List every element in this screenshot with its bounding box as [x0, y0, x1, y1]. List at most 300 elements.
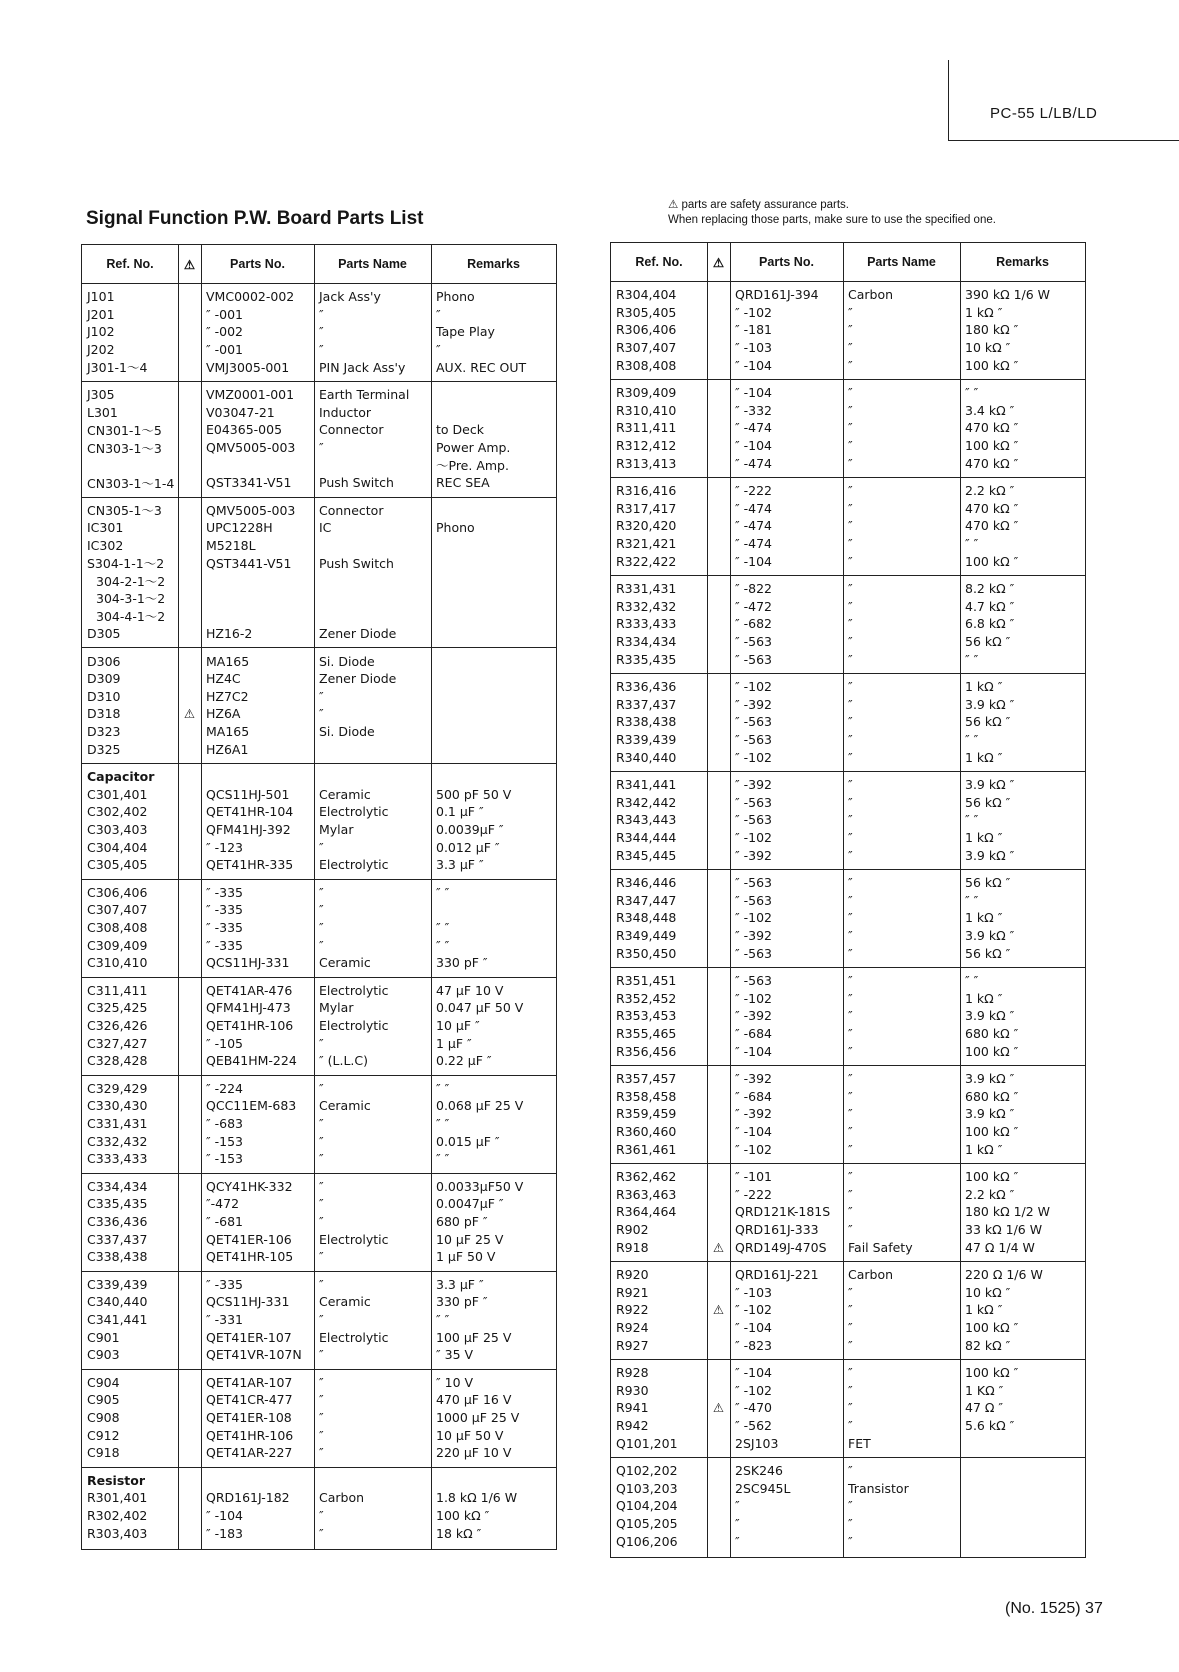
cell-part-no: ″ -104 [735, 553, 773, 569]
cell-part-no: ″ -102 [735, 1302, 773, 1318]
cell-part-no: QRD161J-221 [735, 1267, 819, 1283]
cell-ref: C303,403 [87, 822, 148, 838]
table-row [611, 321, 1085, 339]
table-row [82, 306, 556, 324]
group-divider [611, 771, 1085, 772]
group-divider [611, 1065, 1085, 1066]
cell-part-name: Electrolytic [319, 1018, 389, 1034]
cell-part-name: ″ [848, 910, 853, 926]
cell-part-no: MA165 [206, 724, 250, 740]
table-row [82, 1524, 556, 1542]
cell-part-name: PIN Jack Ass'y [319, 359, 406, 375]
cell-ref: C326,426 [87, 1018, 148, 1034]
cell-part-no: VMC0002-002 [206, 289, 295, 305]
cell-part-no: QMV5005-003 [206, 440, 296, 456]
table-row [611, 304, 1085, 322]
cell-remarks: 0.0033μF50 V [436, 1178, 524, 1194]
cell-part-no: QFM41HJ-392 [206, 822, 291, 838]
cell-part-name: ″ [319, 1276, 324, 1292]
header-divider [611, 281, 1085, 282]
cell-ref: R342,442 [616, 794, 677, 810]
col-header-part-no: Parts No. [230, 257, 285, 271]
table-row [82, 670, 556, 688]
cell-ref: Q101,201 [616, 1435, 678, 1451]
cell-remarks: 10 μF ″ [436, 1018, 480, 1034]
cell-part-name: ″ [848, 875, 853, 891]
cell-ref: R308,408 [616, 357, 677, 373]
cell-remarks: 1.8 kΩ 1/6 W [436, 1490, 518, 1506]
cell-ref: R351,451 [616, 973, 677, 989]
cell-part-no: ″ -474 [735, 536, 773, 552]
cell-part-no: ″ -102 [735, 1141, 773, 1157]
cell-remarks: 470 kΩ ″ [965, 420, 1019, 436]
cell-ref: R356,456 [616, 1043, 677, 1059]
parts-group [611, 874, 1085, 962]
table-row [611, 1007, 1085, 1025]
table-row [82, 688, 556, 706]
cell-remarks: 2.2 kΩ ″ [965, 1186, 1015, 1202]
cell-ref: CN301-1～5 [87, 422, 162, 438]
cell-remarks: 1 μF 50 V [436, 1249, 496, 1265]
parts-group [611, 1168, 1085, 1256]
cell-remarks: 0.012 μF ″ [436, 839, 500, 855]
cell-part-no: ″ -474 [735, 455, 773, 471]
table-row [82, 1115, 556, 1133]
cell-part-no: QET41HR-104 [206, 804, 294, 820]
cell-part-no: ″ -563 [735, 812, 773, 828]
table-row [82, 705, 556, 723]
cell-ref: C904 [87, 1374, 120, 1390]
cell-part-name: ″ [848, 1533, 853, 1549]
cell-remarks: 18 kΩ ″ [436, 1525, 482, 1541]
table-row [611, 1515, 1085, 1533]
group-divider [611, 575, 1085, 576]
cell-remarks: 3.9 kΩ ″ [965, 847, 1015, 863]
table-row [82, 474, 556, 492]
cell-remarks: 1000 μF 25 V [436, 1410, 520, 1426]
cell-remarks: REC SEA [436, 475, 490, 491]
cell-part-no: ″ -563 [735, 714, 773, 730]
table-row [82, 1034, 556, 1052]
cell-part-name: ″ [848, 1320, 853, 1336]
cell-ref: R336,436 [616, 679, 677, 695]
cell-ref: R311,411 [616, 420, 677, 436]
cell-remarks: 1 KΩ ″ [965, 1382, 1004, 1398]
cell-part-no: ″ -153 [206, 1133, 244, 1149]
parts-group [611, 1364, 1085, 1452]
cell-part-no: ″ -683 [206, 1116, 244, 1132]
table-row [82, 768, 556, 786]
cell-part-no: QRD149J-470S [735, 1239, 827, 1255]
header-frame [948, 60, 1179, 141]
table-row [611, 1266, 1085, 1284]
table-row [82, 439, 556, 457]
col-header-part-name: Parts Name [867, 255, 936, 269]
cell-part-no: ″ -183 [206, 1525, 244, 1541]
cell-part-no: V03047-21 [206, 404, 275, 420]
cell-remarks: 1 kΩ ″ [965, 990, 1003, 1006]
cell-ref: Resistor [87, 1472, 145, 1488]
cell-ref: J201 [87, 306, 115, 322]
cell-part-no: QET41AR-227 [206, 1445, 293, 1461]
cell-part-name: ″ [319, 920, 324, 936]
parts-group [82, 768, 556, 874]
cell-part-name: ″ [848, 483, 853, 499]
cell-remarks: 3.9 kΩ ″ [965, 1071, 1015, 1087]
cell-part-no: QET41HR-105 [206, 1249, 294, 1265]
cell-ref: R355,465 [616, 1026, 677, 1042]
cell-part-name: ″ [848, 1498, 853, 1514]
cell-ref: C338,438 [87, 1249, 148, 1265]
cell-part-no: ″ -335 [206, 902, 244, 918]
table-row [611, 1364, 1085, 1382]
cell-part-no: ″ -104 [735, 385, 773, 401]
cell-remarks: 0.1 μF ″ [436, 804, 484, 820]
table-row [611, 1123, 1085, 1141]
table-row [611, 748, 1085, 766]
cell-part-name: ″ (L.L.C) [319, 1053, 368, 1069]
cell-part-no: QET41HR-335 [206, 857, 294, 873]
safety-note-line-1: ⚠ parts are safety assurance parts. [668, 199, 849, 211]
table-row [611, 990, 1085, 1008]
cell-part-name: ″ [319, 440, 324, 456]
cell-part-no: ″ -001 [206, 306, 244, 322]
cell-remarks: 0.047 μF 50 V [436, 1000, 524, 1016]
cell-part-name: Connector [319, 422, 384, 438]
cell-ref: R362,462 [616, 1169, 677, 1185]
cell-part-no: ″ -103 [735, 340, 773, 356]
table-row [611, 811, 1085, 829]
cell-ref: C912 [87, 1427, 120, 1443]
cell-ref: R360,460 [616, 1124, 677, 1140]
table-row [611, 1319, 1085, 1337]
cell-part-no: ″ -332 [735, 402, 773, 418]
cell-part-no: ″ -392 [735, 1106, 773, 1122]
table-row [611, 535, 1085, 553]
cell-remarks: 0.22 μF ″ [436, 1053, 492, 1069]
safety-note [668, 198, 996, 228]
model-number: PC-55 L/LB/LD [990, 105, 1098, 122]
cell-part-name: Ceramic [319, 1294, 371, 1310]
cell-part-no: ″ -222 [735, 483, 773, 499]
table-row [82, 1132, 556, 1150]
cell-part-no: ″ -681 [206, 1214, 244, 1230]
cell-remarks: 220 Ω 1/6 W [965, 1267, 1043, 1283]
cell-part-name: ″ [848, 830, 853, 846]
cell-safety: ⚠ [183, 706, 196, 722]
table-row [82, 323, 556, 341]
cell-part-name: ″ [848, 438, 853, 454]
cell-remarks: ″ ″ [965, 892, 979, 908]
table-row [82, 936, 556, 954]
cell-part-no: 2SK246 [735, 1463, 783, 1479]
table-row [82, 456, 556, 474]
parts-table-left [81, 244, 557, 1550]
cell-ref: R361,461 [616, 1141, 677, 1157]
cell-remarks: 56 kΩ ″ [965, 634, 1011, 650]
page-number: (No. 1525) 37 [1005, 1600, 1103, 1617]
cell-part-name: ″ [848, 1186, 853, 1202]
cell-part-no: ″ -153 [206, 1151, 244, 1167]
cell-part-no: ″ -331 [206, 1312, 244, 1328]
cell-ref: C310,410 [87, 955, 148, 971]
table-row [611, 1088, 1085, 1106]
table-row [611, 384, 1085, 402]
cell-part-no: QRD161J-182 [206, 1490, 290, 1506]
cell-ref: R303,403 [87, 1525, 148, 1541]
table-row [611, 1497, 1085, 1515]
table-row [611, 776, 1085, 794]
cell-ref: C340,440 [87, 1294, 148, 1310]
cell-part-name: ″ [319, 1080, 324, 1096]
group-divider [82, 1369, 556, 1370]
cell-part-name: ″ [848, 714, 853, 730]
cell-remarks: Phono [436, 520, 475, 536]
cell-safety: ⚠ [712, 1400, 725, 1416]
cell-part-no: ″ -335 [206, 937, 244, 953]
cell-part-no: ″ -102 [735, 910, 773, 926]
cell-part-name: ″ [319, 1116, 324, 1132]
table-row [82, 572, 556, 590]
cell-part-name: ″ [848, 1418, 853, 1434]
cell-remarks: 330 pF ″ [436, 1294, 488, 1310]
table-row [82, 1346, 556, 1364]
group-divider [82, 647, 556, 648]
table-row [82, 1248, 556, 1266]
table-row [82, 954, 556, 972]
cell-part-no: ″ -102 [735, 749, 773, 765]
cell-part-name: Connector [319, 502, 384, 518]
cell-ref: R357,457 [616, 1071, 677, 1087]
cell-ref: R353,453 [616, 1008, 677, 1024]
cell-part-no: QST3441-V51 [206, 555, 292, 571]
cell-part-name: ″ [319, 324, 324, 340]
cell-remarks: 56 kΩ ″ [965, 875, 1011, 891]
group-divider [611, 967, 1085, 968]
cell-part-name: ″ [848, 1400, 853, 1416]
table-row [611, 696, 1085, 714]
cell-ref: R317,417 [616, 500, 677, 516]
cell-ref: C341,441 [87, 1312, 148, 1328]
cell-remarks: ″ ″ [965, 536, 979, 552]
cell-part-name: Ceramic [319, 955, 371, 971]
cell-remarks: ″ ″ [436, 1116, 450, 1132]
group-divider [82, 879, 556, 880]
table-row [611, 552, 1085, 570]
cell-ref: R346,446 [616, 875, 677, 891]
cell-remarks: 180 kΩ 1/2 W [965, 1204, 1051, 1220]
cell-remarks: 47 Ω 1/4 W [965, 1239, 1035, 1255]
cell-part-name: ″ [848, 679, 853, 695]
cell-part-no: QET41AR-476 [206, 982, 293, 998]
cell-part-name: ″ [848, 794, 853, 810]
cell-remarks: ″ [436, 342, 441, 358]
table-row [82, 786, 556, 804]
col-header-safety: ⚠ [183, 257, 196, 272]
cell-part-no: ″ -392 [735, 777, 773, 793]
cell-ref: R322,422 [616, 553, 677, 569]
table-row [82, 1230, 556, 1248]
cell-ref: C301,401 [87, 786, 148, 802]
group-divider [82, 381, 556, 382]
cell-remarks: 470 kΩ ″ [965, 518, 1019, 534]
table-row [82, 999, 556, 1017]
cell-part-name: Carbon [319, 1490, 365, 1506]
cell-part-name: ″ [319, 1035, 324, 1051]
cell-remarks: ″ ″ [965, 385, 979, 401]
cell-ref: R339,439 [616, 732, 677, 748]
cell-part-name: ″ [319, 306, 324, 322]
cell-part-name: ″ [848, 1071, 853, 1087]
table-row [611, 286, 1085, 304]
parts-group [611, 384, 1085, 472]
cell-ref: IC302 [87, 538, 124, 554]
cell-ref: R347,447 [616, 892, 677, 908]
cell-remarks: 100 kΩ ″ [965, 553, 1019, 569]
cell-remarks: 1 kΩ ″ [965, 830, 1003, 846]
cell-remarks: 680 kΩ ″ [965, 1088, 1019, 1104]
cell-remarks: 0.0039μF ″ [436, 822, 504, 838]
cell-part-no: UPC1228H [206, 520, 273, 536]
parts-table-right [610, 242, 1086, 1558]
cell-ref: J301-1～4 [87, 360, 148, 376]
cell-ref: R313,413 [616, 455, 677, 471]
table-row [611, 437, 1085, 455]
cell-part-no: ″ -102 [735, 679, 773, 695]
cell-remarks: ″ ″ [965, 973, 979, 989]
cell-part-no: ″ -563 [735, 732, 773, 748]
cell-ref: R349,449 [616, 928, 677, 944]
cell-ref: R316,416 [616, 483, 677, 499]
table-row [82, 1374, 556, 1392]
cell-remarks: 82 kΩ ″ [965, 1337, 1011, 1353]
cell-part-no: ″ -563 [735, 651, 773, 667]
table-row [82, 740, 556, 758]
cell-part-no: ″ -822 [735, 581, 773, 597]
cell-ref: C308,408 [87, 920, 148, 936]
cell-part-name: Mylar [319, 1000, 354, 1016]
table-row [82, 919, 556, 937]
cell-part-no: QET41ER-106 [206, 1231, 292, 1247]
table-row [611, 1105, 1085, 1123]
cell-part-name: ″ [319, 688, 324, 704]
cell-part-name: ″ [319, 1508, 324, 1524]
cell-ref: D305 [87, 626, 121, 642]
cell-ref: R941 [616, 1400, 649, 1416]
table-row [82, 1391, 556, 1409]
cell-remarks: 0.068 μF 25 V [436, 1098, 524, 1114]
cell-remarks: 47 Ω ″ [965, 1400, 1004, 1416]
cell-part-name: Electrolytic [319, 857, 389, 873]
cell-ref: C901 [87, 1329, 120, 1345]
cell-part-no: ″ -563 [735, 634, 773, 650]
cell-ref: 304-4-1～2 [96, 608, 166, 624]
cell-part-name: ″ [848, 500, 853, 516]
cell-ref: R340,440 [616, 749, 677, 765]
table-row [82, 554, 556, 572]
cell-ref: R307,407 [616, 340, 677, 356]
cell-remarks: 100 kΩ ″ [965, 438, 1019, 454]
cell-ref: Q106,206 [616, 1533, 678, 1549]
table-row [611, 1070, 1085, 1088]
cell-ref: R312,412 [616, 438, 677, 454]
cell-part-no: M5218L [206, 538, 256, 554]
cell-part-no: ″ -102 [735, 990, 773, 1006]
cell-part-name: Push Switch [319, 475, 394, 491]
cell-ref: J102 [87, 324, 115, 340]
cell-ref: D318 [87, 706, 121, 722]
cell-part-name: Si. Diode [319, 724, 375, 740]
parts-group [611, 1070, 1085, 1158]
cell-part-no: ″ -222 [735, 1186, 773, 1202]
cell-ref: C333,433 [87, 1151, 148, 1167]
table-row [611, 650, 1085, 668]
cell-ref: R333,433 [616, 616, 677, 632]
table-row [82, 288, 556, 306]
table-row [82, 1017, 556, 1035]
cell-ref: R928 [616, 1365, 649, 1381]
cell-part-no: ″ -104 [735, 1365, 773, 1381]
cell-ref: R337,437 [616, 696, 677, 712]
cell-part-no: ″ -563 [735, 945, 773, 961]
cell-part-no: HZ7C2 [206, 688, 249, 704]
cell-ref: C306,406 [87, 884, 148, 900]
cell-part-name: ″ [848, 1516, 853, 1532]
cell-remarks: 100 kΩ ″ [965, 1320, 1019, 1336]
cell-part-no: ″ -392 [735, 928, 773, 944]
group-divider [611, 869, 1085, 870]
cell-part-name: ″ [848, 696, 853, 712]
cell-ref: R304,404 [616, 287, 677, 303]
table-row [611, 1025, 1085, 1043]
cell-remarks: ″ ″ [436, 884, 450, 900]
cell-part-no: QST3341-V51 [206, 475, 292, 491]
cell-part-name: ″ [848, 1124, 853, 1140]
cell-part-no: ″ -470 [735, 1400, 773, 1416]
table-row [611, 633, 1085, 651]
cell-part-no: ″ -104 [735, 1124, 773, 1140]
cell-remarks: Power Amp. [436, 440, 511, 456]
parts-group [611, 482, 1085, 570]
cell-part-no: 2SJ103 [735, 1435, 779, 1451]
cell-ref: C307,407 [87, 902, 148, 918]
cell-part-name: IC [319, 520, 332, 536]
cell-part-name: ″ [848, 651, 853, 667]
cell-part-no: ″ -102 [735, 304, 773, 320]
page-title: Signal Function P.W. Board Parts List [86, 208, 424, 229]
cell-remarks: 100 kΩ ″ [965, 1169, 1019, 1185]
cell-remarks: AUX. REC OUT [436, 359, 527, 375]
cell-part-name: ″ [848, 1337, 853, 1353]
cell-ref: R358,458 [616, 1088, 677, 1104]
table-row [611, 1462, 1085, 1480]
cell-remarks: 470 kΩ ″ [965, 455, 1019, 471]
table-row [82, 404, 556, 422]
cell-remarks: ″ 35 V [436, 1347, 474, 1363]
cell-part-name: Zener Diode [319, 626, 397, 642]
cell-part-no: QRD121K-181S [735, 1204, 831, 1220]
cell-ref: R320,420 [616, 518, 677, 534]
cell-part-no: ″ -001 [206, 342, 244, 358]
cell-ref: C309,409 [87, 937, 148, 953]
cell-ref: R363,463 [616, 1186, 677, 1202]
cell-ref: C908 [87, 1410, 120, 1426]
cell-remarks: 100 kΩ ″ [965, 1043, 1019, 1059]
cell-part-no: ″ -392 [735, 847, 773, 863]
cell-ref: R902 [616, 1222, 649, 1238]
cell-part-name: ″ [319, 706, 324, 722]
cell-ref: C331,431 [87, 1116, 148, 1132]
